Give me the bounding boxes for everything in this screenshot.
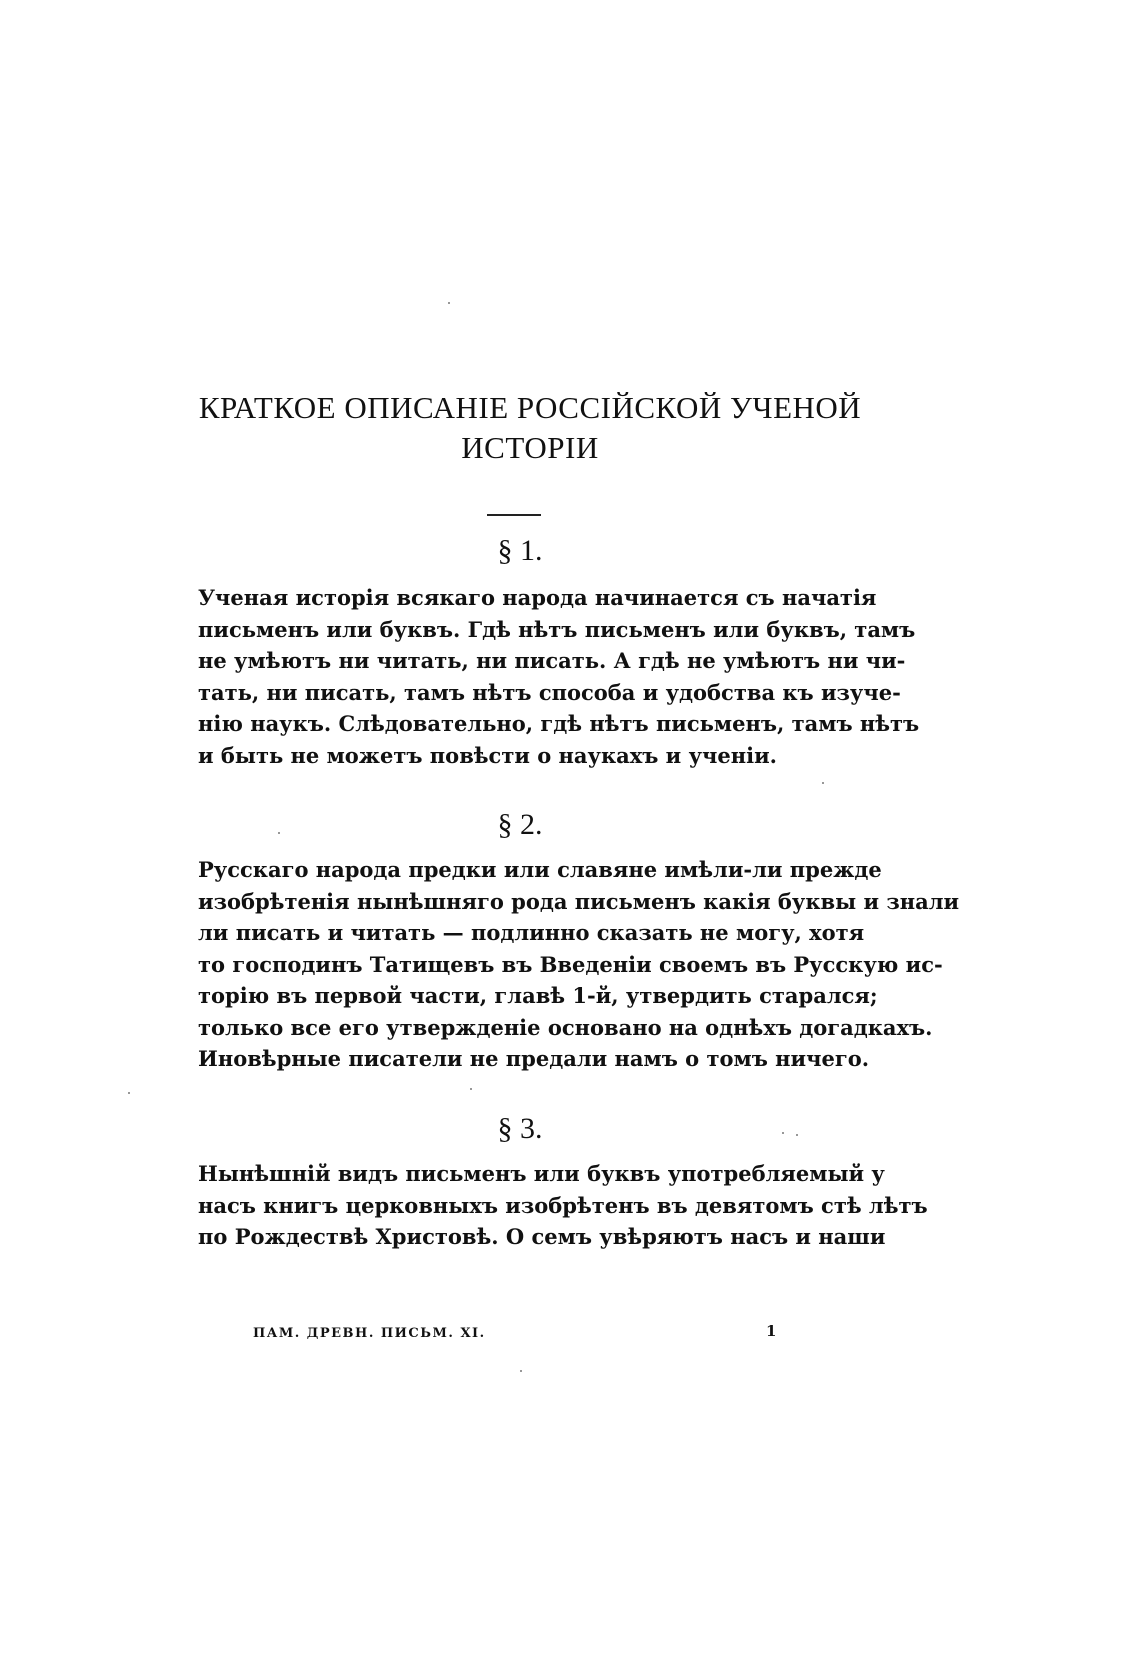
scan-speck: [520, 1370, 522, 1372]
section-mark-3: § 3.: [497, 1112, 543, 1145]
text-line: только все его утвержденіе основано на однѣхъ догадкахъ.: [198, 1014, 933, 1040]
text-line: и быть не можетъ повѣсти о наукахъ и ученіи.: [198, 742, 777, 768]
text-line: нію наукъ. Слѣдовательно, гдѣ нѣтъ письменъ, тамъ нѣтъ: [198, 711, 920, 736]
scan-speck: [128, 1092, 130, 1094]
text-line: насъ книгъ церковныхъ изобрѣтенъ въ девятомъ стѣ лѣтъ: [198, 1192, 928, 1218]
title-divider: [487, 514, 541, 516]
text-line: по Рождествѣ Христовѣ. О семъ увѣряютъ насъ и наши: [198, 1224, 886, 1249]
text-line: Иновѣрные писатели не предали намъ о томъ ничего.: [198, 1046, 870, 1071]
text-line: Русскаго народа предки или славяне имѣли-ли прежде: [198, 857, 882, 882]
signature-mark: ПАМ. ДРЕВН. ПИСЬМ. XI.: [253, 1326, 486, 1341]
text-line: Нынѣшній видъ письменъ или буквъ употребляемый у: [198, 1161, 885, 1186]
scan-speck: [822, 782, 824, 784]
document-title-line-2: ИСТОРІИ: [461, 430, 599, 465]
scan-speck: [782, 1132, 784, 1134]
text-line: ли писать и читать — подлинно сказать не могу, хотя: [198, 920, 865, 945]
page-number: 1: [766, 1322, 777, 1340]
section-mark-2: § 2.: [497, 808, 543, 841]
scan-speck: [796, 1134, 798, 1136]
scan-speck: [278, 832, 280, 834]
section-3-paragraph: [198, 1158, 928, 1253]
section-mark-1: § 1.: [497, 534, 543, 567]
text-line: изобрѣтенія нынѣшняго рода письменъ какія буквы и знали: [198, 888, 960, 914]
text-line: Ученая исторія всякаго народа начинается съ начатія: [198, 585, 877, 610]
scan-speck: [448, 302, 450, 304]
text-line: не умѣютъ ни читать, ни писать. А гдѣ не умѣютъ ни чи-: [198, 648, 906, 673]
text-line: письменъ или буквъ. Гдѣ нѣтъ письменъ или буквъ, тамъ: [198, 616, 916, 642]
document-title-line-1: КРАТКОЕ ОПИСАНІЕ РОССІЙСКОЙ УЧЕНОЙ: [198, 390, 862, 425]
section-2-paragraph: [198, 854, 960, 1075]
text-line: тать, ни писать, тамъ нѣтъ способа и удобства къ изуче-: [198, 679, 901, 705]
section-1-paragraph: [198, 582, 920, 771]
text-line: торію въ первой части, главѣ 1-й, утвердить старался;: [198, 983, 878, 1008]
text-line: то господинъ Татищевъ въ Введеніи своемъ въ Русскую ис-: [198, 951, 943, 977]
scan-speck: [470, 1088, 472, 1090]
